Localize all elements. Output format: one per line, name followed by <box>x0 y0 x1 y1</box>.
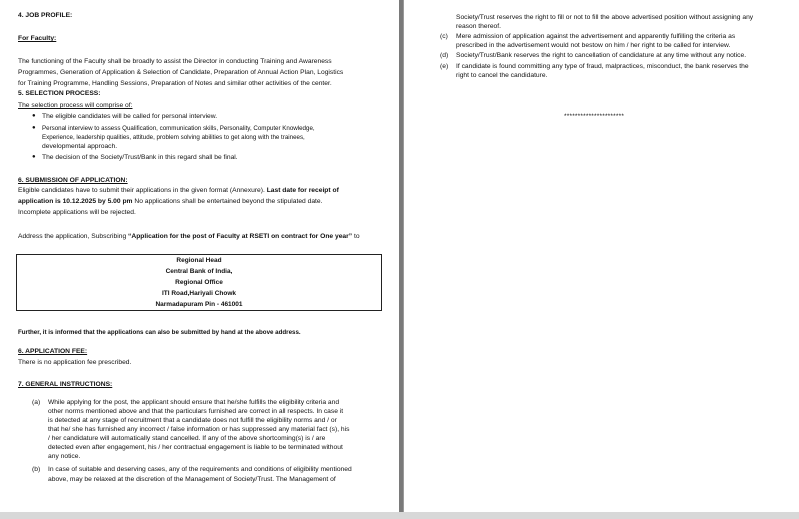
instruction-line: above, may be relaxed at the discretion of the Management of Society/Trust. The Management of <box>48 476 336 483</box>
by-hand-note: Further, it is informed that the applications can also be submitted by hand at the above address. <box>18 329 301 336</box>
fee-heading: 6. APPLICATION FEE: <box>18 348 88 355</box>
submission-line: Incomplete applications will be rejected. <box>18 209 136 216</box>
instruction-line: right to cancel the candidature. <box>456 72 548 79</box>
address-line: Narmadapuram Pin - 461001 <box>155 301 243 308</box>
fee-text: There is no application fee prescribed. <box>18 359 132 366</box>
instruction-line: prescribed in the advertisement would not bestow on him / her right to be called for interview. <box>456 42 731 49</box>
selection-heading: 5. SELECTION PROCESS: <box>18 90 101 97</box>
instruction-label: (a) <box>32 399 41 406</box>
instruction-line: While applying for the post, the applicant should ensure that he/she fulfills the eligibility criteria and <box>48 399 340 406</box>
instruction-label: (e) <box>440 63 449 70</box>
instruction-line: Mere admission of application against the advertisement and apparently fulfilling the criteria as <box>456 33 736 40</box>
address-line: Central Bank of India, <box>165 268 233 275</box>
bullet-icon: ● <box>32 113 36 119</box>
instruction-label: (d) <box>440 52 449 59</box>
document-page-left <box>0 0 400 512</box>
address-intro: Address the application, Subscribing “Application for the post of Faculty at RSETI on contract for One year” to <box>18 233 360 240</box>
selection-bullet-item: developmental approach. <box>42 143 118 150</box>
selection-bullet-item: The eligible candidates will be called for personal interview. <box>42 113 218 120</box>
job-profile-heading: 4. JOB PROFILE: <box>18 12 73 19</box>
instruction-line: Society/Trust reserves the right to fill or not to fill the above advertised position without assigning any <box>456 14 754 21</box>
instruction-line: is detected at any stage of recruitment that a candidate does not fulfill the eligibility norms and / or <box>48 417 337 424</box>
for-faculty-label: For Faculty: <box>18 35 57 42</box>
selection-intro: The selection process will comprise of: <box>18 102 133 109</box>
bullet-icon: ● <box>32 125 36 131</box>
address-line: ITI Road,Hariyali Chowk <box>161 290 237 297</box>
address-line: Regional Office <box>175 279 223 286</box>
instruction-label: (c) <box>440 33 448 40</box>
instruction-line: In case of suitable and deserving cases, any of the requirements and conditions of eligibility mentioned <box>48 466 352 473</box>
job-profile-line: The functioning of the Faculty shall be broadly to assist the Director in conducting Training and Awareness <box>18 58 332 65</box>
instruction-line: other norms mentioned above and that the particulars furnished are correct in all respects. In case it <box>48 408 344 415</box>
job-profile-line: for Training Programme, Handling Sessions, Preparation of Notes and similar other activities of the center. <box>18 80 332 87</box>
instruction-line: reason thereof. <box>456 23 501 30</box>
instruction-line: any notice. <box>48 453 81 460</box>
selection-bullet-item: The decision of the Society/Trust/Bank in this regard shall be final. <box>42 154 238 161</box>
instruction-line: Society/Trust/Bank reserves the right to cancellation of candidature at any time without any notice. <box>456 52 747 59</box>
document-page-right <box>403 0 799 512</box>
job-profile-line: Programmes, Generation of Application & Selection of Candidate, Preparation of Annual Action Plan, Logistics <box>18 69 344 76</box>
instruction-line: that he/ she has furnished any incorrect / false information or has suppressed any material fact (s), his <box>48 426 350 433</box>
instruction-line: detected even after engagement, his / her contractual engagement is liable to be terminated without <box>48 444 343 451</box>
submission-line: application is 10.12.2025 by 5.00 pm No applications shall be entertained beyond the stipulated date. <box>18 198 323 205</box>
selection-bullet-item: Personal interview to assess Qualification, communication skills, Personality, Computer Knowledge, <box>42 125 315 132</box>
selection-bullet-item: Experience, leadership qualities, attitude, problem solving abilities to get along with the trainees, <box>42 134 305 141</box>
address-box <box>16 254 382 311</box>
submission-heading: 6. SUBMISSION OF APPLICATION: <box>18 177 128 184</box>
instruction-line: If candidate is found committing any type of fraud, malpractices, misconduct, the bank reserves the <box>456 63 749 70</box>
end-stars-divider: ********************** <box>564 113 625 120</box>
bullet-icon: ● <box>32 154 36 160</box>
submission-line: Eligible candidates have to submit their applications in the given format (Annexure). Last date for receipt of <box>18 187 339 194</box>
instruction-line: / her candidature will automatically stand cancelled. If any of the above shortcoming(s) is / are <box>48 435 326 442</box>
general-instructions-heading: 7. GENERAL INSTRUCTIONS: <box>18 381 113 388</box>
viewer-bottom-edge <box>0 512 799 519</box>
address-line: Regional Head <box>176 257 222 264</box>
instruction-label: (b) <box>32 466 41 473</box>
